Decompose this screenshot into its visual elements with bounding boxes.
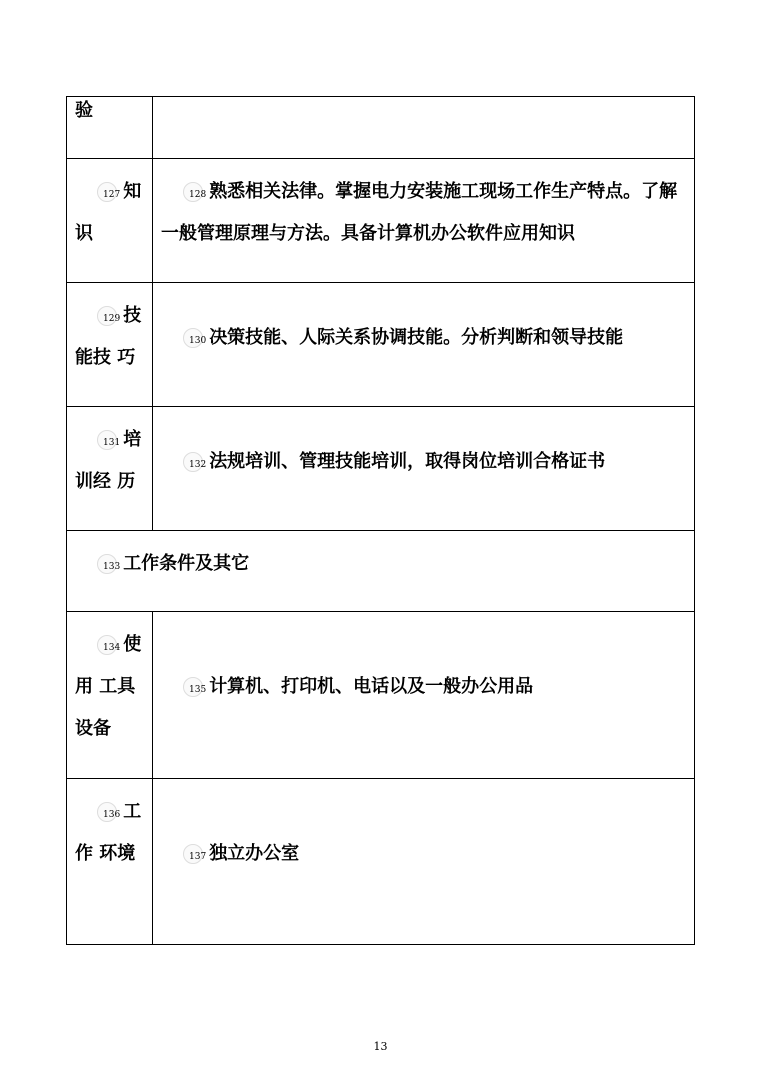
paragraph-marker: 133	[103, 562, 121, 572]
value-text: 计算机、打印机、电话以及一般办公用品	[209, 676, 534, 697]
label-text: 技能技 巧	[75, 305, 142, 368]
value-cell	[153, 159, 695, 283]
label-cell	[67, 283, 153, 407]
value-text: 熟悉相关法律。掌握电力安装施工现场工作生产特点。了解一般管理原理与方法。具备计算机办公软件应用知识	[161, 181, 678, 244]
label-text: 培训经 历	[75, 429, 142, 492]
label-cell	[67, 779, 153, 945]
paragraph-marker: 131	[103, 438, 121, 448]
label-text: 验	[75, 100, 93, 121]
job-description-table	[66, 96, 695, 945]
label-cell	[67, 159, 153, 283]
value-text: 决策技能、人际关系协调技能。分析判断和领导技能	[209, 327, 624, 348]
paragraph-marker: 135	[189, 685, 207, 695]
section-title: 工作条件及其它	[123, 553, 250, 574]
label-text: 使用 工具设备	[75, 634, 142, 739]
paragraph-marker: 129	[103, 314, 121, 324]
table-row-section-header	[67, 531, 695, 612]
table-row-skills	[67, 283, 695, 407]
paragraph-marker: 134	[103, 643, 121, 653]
table-row-experience-tail	[67, 97, 695, 159]
paragraph-marker: 128	[189, 190, 207, 200]
label-text: 知识	[75, 181, 142, 244]
section-cell	[67, 531, 695, 612]
value-text: 法规培训、管理技能培训，取得岗位培训合格证书	[209, 451, 606, 472]
value-cell	[153, 612, 695, 779]
label-text: 工作 环境	[75, 801, 142, 864]
value-cell	[153, 283, 695, 407]
table-row-knowledge	[67, 159, 695, 283]
paragraph-marker: 137	[189, 852, 207, 862]
paragraph-marker: 132	[189, 460, 207, 470]
table-row-tools	[67, 612, 695, 779]
paragraph-marker: 136	[103, 810, 121, 820]
paragraph-marker: 130	[189, 336, 207, 346]
page-number: 13	[373, 1040, 388, 1053]
value-cell	[153, 407, 695, 531]
label-cell	[67, 407, 153, 531]
table-row-environment	[67, 779, 695, 945]
label-cell	[67, 97, 153, 159]
table-row-training	[67, 407, 695, 531]
value-cell	[153, 97, 695, 159]
label-cell	[67, 612, 153, 779]
value-text: 独立办公室	[209, 843, 300, 864]
paragraph-marker: 127	[103, 190, 121, 200]
value-cell	[153, 779, 695, 945]
